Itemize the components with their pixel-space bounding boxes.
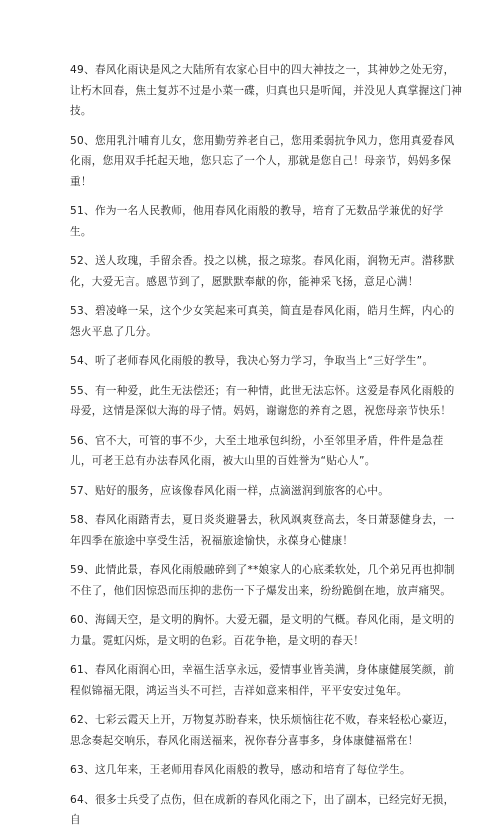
paragraph-59: 59、此情此景，春风化雨般融碎到了**娘家人的心底柔软处，几个弟兄再也抑制不住了，他们因惊恐而压抑的悲伤一下子爆发出来，纷纷跪倒在地，放声痛哭。 [70,564,455,597]
paragraph-55: 55、有一种爱，此生无法偿还；有一种情，此世无法忘怀。这爱是春风化雨般的母爱，这情是深似大海的母子情。妈妈，谢谢您的养育之恩，祝您母亲节快乐！ [70,384,455,417]
paragraph-50: 50、您用乳汁哺育儿女，您用勤劳养老自己，您用柔弱抗争风力，您用真爱春风化雨，您用双手托起天地，您只忘了一个人，那就是您自己！母亲节，妈妈多保重！ [70,134,455,188]
paragraph-57: 57、贴好的服务，应该像春风化雨一样，点滴滋润到旅客的心中。 [70,484,390,497]
paragraph-51: 51、作为一名人民教师，他用春风化雨般的教导，培育了无数品学兼优的好学生。 [70,205,444,238]
paragraph-49: 49、春风化雨诀是风之大陆所有农家心目中的四大神技之一，其神妙之处无穷，让朽木回春，焦土复苏不过是小菜一碟，归真也只是听闻，并没见人真掌握这门神技。 [70,64,463,117]
paragraph-54: 54、听了老师春风化雨般的教导，我决心努力学习，争取当上“三好学生”。 [70,355,434,367]
paragraph-61: 61、春风化雨润心田，幸福生活享永远，爱情事业皆美满，身体康健展笑颜，前程似锦福无限，鸿运当头不可拦，吉祥如意来相伴，平平安安过兔年。 [70,664,455,697]
paragraph-64: 64、很多士兵受了点伤，但在成新的春风化雨之下，出了副本，已经完好无损，自 [70,793,455,826]
paragraph-62: 62、七彩云霞天上开，万物复苏盼春来，快乐烦恼往花不败，春来轻松心豪迈，思念奏起交响乐，春风化雨送福来，祝你春分喜事多，身体康健福常在！ [70,714,455,747]
paragraph-58: 58、春风化雨踏青去，夏日炎炎避暑去，秋风飒爽登高去，冬日萧瑟健身去，一年四季在旅途中享受生活，祝福旅途愉快，永葆身心健康！ [70,514,455,547]
paragraph-63: 63、这几年来，王老师用春风化雨般的教导，感动和培育了每位学生。 [70,764,411,776]
paragraph-52: 52、送人玫瑰，手留余香。投之以桃，报之琼浆。春风化雨，润物无声。潜移默化，大爱无言。感恩节到了，愿默默奉献的你，能神采飞扬，意足心满！ [70,255,455,288]
paragraph-53: 53、碧凌峰一呆，这个少女笑起来可真美，简直是春风化雨，皓月生辉，内心的怨火平息了几分。 [70,305,455,338]
paragraph-60: 60、海阔天空，是文明的胸怀。大爱无疆，是文明的气概。春风化雨，是文明的力量。霓虹闪烁，是文明的色彩。百花争艳，是文明的春天！ [70,614,455,647]
paragraph-56: 56、官不大，可管的事不少，大至土地承包纠纷，小至邻里矛盾，件件是急茬儿，可老王总有办法春风化雨，被大山里的百姓誉为“贴心人”。 [70,434,444,467]
